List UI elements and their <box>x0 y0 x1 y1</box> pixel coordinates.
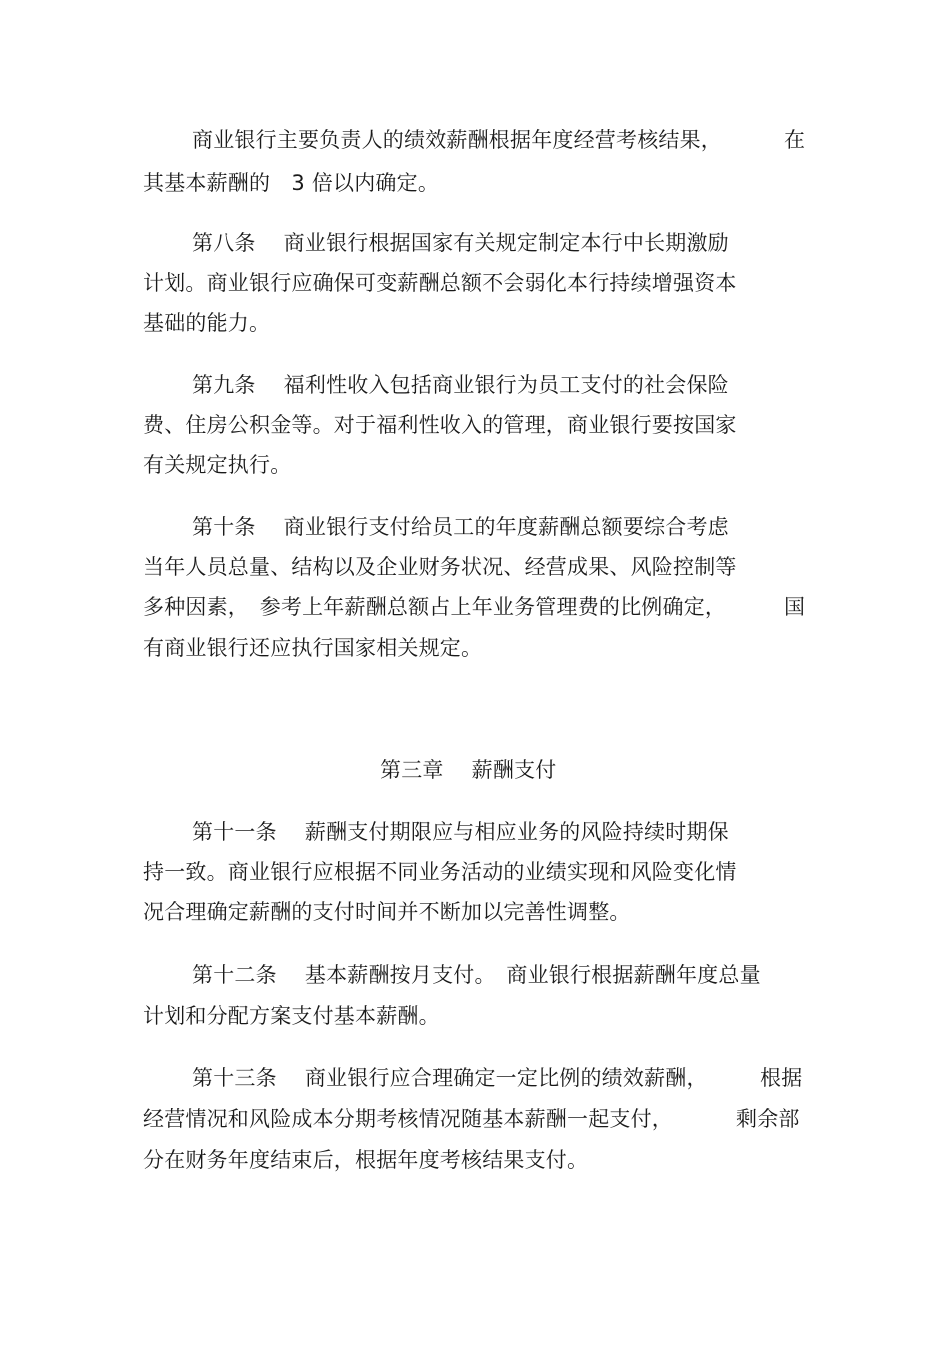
paragraph-1-line-1: 商业银行主要负责人的绩效薪酬根据年度经营考核结果， <box>192 128 722 152</box>
article-9-line-1: 第九条 福利性收入包括商业银行为员工支付的社会保险 <box>192 373 729 397</box>
article-13-line-2-tail: 剩余部 <box>736 1107 800 1131</box>
chapter-heading: 第三章 薪酬支付 <box>380 758 557 782</box>
article-9-line-2: 费、住房公积金等。对于福利性收入的管理，商业银行要按国家 <box>143 413 737 437</box>
article-12-line-2: 计划和分配方案支付基本薪酬。 <box>143 1004 440 1028</box>
article-11-line-1: 第十一条 薪酬支付期限应与相应业务的风险持续时期保 <box>192 820 729 844</box>
article-10-line-4: 有商业银行还应执行国家相关规定。 <box>143 636 483 660</box>
article-11-line-3: 况合理确定薪酬的支付时间并不断加以完善性调整。 <box>143 900 631 924</box>
article-10-line-3: 多种因素， 参考上年薪酬总额占上年业务管理费的比例确定， <box>143 595 727 619</box>
paragraph-1-line-1-tail: 在 <box>784 128 806 152</box>
article-8-line-2: 计划。商业银行应确保可变薪酬总额不会弱化本行持续增强资本 <box>143 271 737 295</box>
article-10-line-2: 当年人员总量、结构以及企业财务状况、经营成果、风险控制等 <box>143 555 737 579</box>
article-10-line-3-tail: 国 <box>784 595 806 619</box>
article-10-line-1: 第十条 商业银行支付给员工的年度薪酬总额要综合考虑 <box>192 515 729 539</box>
article-13-line-1: 第十三条 商业银行应合理确定一定比例的绩效薪酬， <box>192 1066 708 1090</box>
article-13-line-2: 经营情况和风险成本分期考核情况随基本薪酬一起支付， <box>143 1107 673 1131</box>
article-8-line-3: 基础的能力。 <box>143 311 271 335</box>
article-8-line-1: 第八条 商业银行根据国家有关规定制定本行中长期激励 <box>192 231 729 255</box>
paragraph-1-line-2: 其基本薪酬的 3 倍以内确定。 <box>143 171 440 195</box>
article-11-line-2: 持一致。商业银行应根据不同业务活动的业绩实现和风险变化情 <box>143 860 737 884</box>
article-12-line-1: 第十二条 基本薪酬按月支付。 商业银行根据薪酬年度总量 <box>192 963 761 987</box>
article-13-line-3: 分在财务年度结束后，根据年度考核结果支付。 <box>143 1148 589 1172</box>
article-13-line-1-tail: 根据 <box>760 1066 803 1090</box>
article-9-line-3: 有关规定执行。 <box>143 453 292 477</box>
